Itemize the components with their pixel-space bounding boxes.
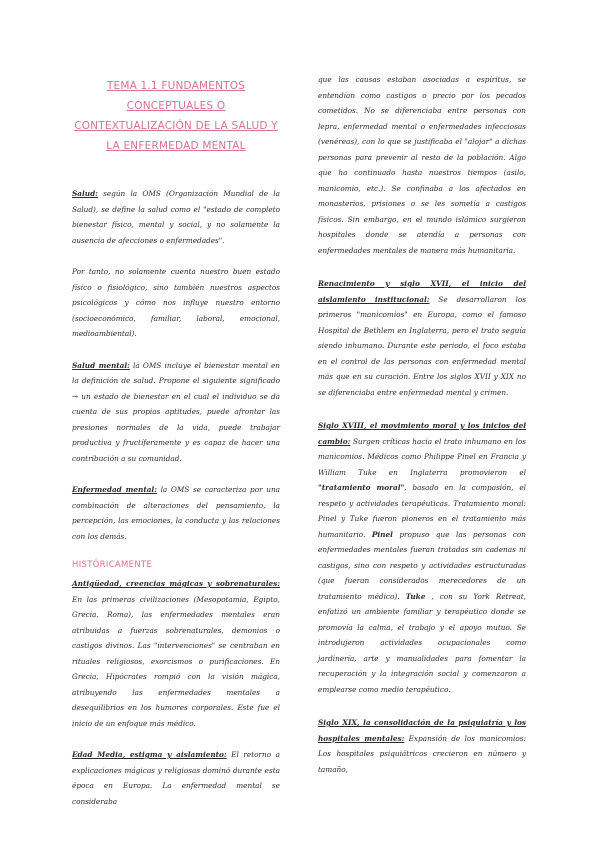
text-por-tanto: Por tanto, no solamente cuenta nuestro buen estado físico o fisiológico, sino también nuestros aspectos psicológicos y cómo nos influye nuestro entorno (socioeconómico, familiar, laboral, emocional, medioambiental).: [72, 267, 280, 338]
right-column: [318, 72, 526, 795]
paragraph-renacimiento: [318, 276, 526, 400]
text-salud-mental: la OMS incluye el bienestar mental en la definición de salud. Propone el siguiente significado → un estado de bienestar en el cual el individuo se da cuenta de sus propias aptitudes, puede afrontar las presiones normales de la vida, puede trabajar productiva y fructíferamente y es capaz de hacer una contribución a su comunidad.: [72, 360, 280, 463]
text-enfermedad-mental: la OMS se caracteriza por una combinación de alteraciones del pensamiento, la percepción, las emociones, la conducta y las relaciones con los demás.: [72, 485, 280, 541]
text-antiguedad: En las primeras civilizaciones (Mesopotamia, Egipto, Grecia, Roma), las enfermedades mentales eran atribuidas a fuerzas sobrenaturales, demonios o castigos divinos. Las "intervenciones" se centraban en rituales religiosos, exorcismos o purificaciones. En Grecia, Hipócrates rompió con la visión mágica, atribuyendo las enfermedades mentales a desequilibrios en los humores corporales. Este fue el inicio de un enfoque más médico.: [72, 594, 280, 728]
term-siglo-xix: Siglo XIX, la consolidación de la psiquiatría y los hospitales mentales:: [318, 718, 526, 743]
paragraph-salud: [72, 186, 280, 248]
term-salud: Salud:: [72, 189, 98, 198]
section-heading-historicamente: HISTÓRICAMENTE: [72, 560, 153, 570]
term-siglo-xviii: Siglo XVIII, el movimiento moral y los inicios del cambio:: [318, 421, 526, 446]
bold-tuke: Tuke: [405, 591, 426, 601]
term-enfermedad-mental: Enfermedad mental:: [72, 485, 157, 494]
paragraph-por-tanto: [72, 264, 280, 342]
bold-tratamiento-moral: "tratamiento moral": [318, 483, 405, 492]
text-edad-media: El retorno a explicaciones mágicas y religiosas dominó durante esta época en Europa. La enfermedad mental se consideraba: [72, 750, 281, 806]
paragraph-enfermedad-mental: [72, 482, 280, 544]
paragraph-edad-media-cont: [318, 72, 526, 258]
text-siglo-xviii-c: , basado en la compasión, el respeto y actividades terapéuticas. Tratamiento moral: Pinel y Tuke fueron pioneros en el tratamiento más humanitario.: [318, 483, 526, 539]
text-siglo-xix: Expansión de los manicomios: Los hospitales psiquiátricos crecieron en número y tamaño,: [318, 733, 526, 774]
bold-pinel: Pinel: [371, 529, 393, 539]
term-salud-mental: Salud mental:: [72, 360, 130, 370]
text-siglo-xviii-a: Surgen críticas hacia el trato inhumano en los manicomios. Médicos como Philippe Pinel en Francia y William Tuke en Inglaterra promovieron el: [318, 436, 526, 477]
paragraph-salud-mental: [72, 358, 280, 467]
term-renacimiento: Renacimiento y siglo XVII, el inicio del aislamiento institucional:: [318, 279, 526, 304]
text-edad-media-cont: que las causas estaban asociadas a espíritus, se entendían como castigos o precio por los pecados cometidos. No se diferenciaba entre personas con lepra, enfermedad mental o enfermedades infecciosas (venéreas), con lo que se justificaba el "alojar" a dichas personas para prevenir al resto de la población. Algo que ha continuado hasta nuestros tiempos (asilo, manicomio, etc.). Se confinaba a los afectados en monasterios, prisiones o se les sometía a castigos físicos. Sin embargo, en el mundo islámico surgieron hospitales donde se atendía a personas con enfermedades mentales de manera más humanitaria.: [318, 75, 526, 255]
paragraph-antiguedad: [72, 576, 280, 731]
text-siglo-xviii-e: propuso que las personas con enfermedades mentales fueran tratadas sin cadenas ni castigos, sino con respeto y actividades estructuradas (que fueran considerados merecedores de un tratamiento médico).: [318, 529, 526, 601]
term-antiguedad: Antigüedad, creencias mágicas y sobrenaturales:: [72, 579, 280, 588]
text-siglo-xviii-g: , con su York Retreat, enfatizó un ambiente familiar y terapéutico donde se promovía la calma, el trabajo y el apoyo mutuo. Se introdujeron actividades ocupacionales como jardinería, arte y manualidades para fomentar la recuperación y la integración social y comenzaron a emplearse como medio terapéutico.: [318, 591, 526, 694]
text-renacimiento: Se desarrollaron los primeros "manicomios" en Europa, como el famoso Hospital de Bethlem en Inglaterra, pero el trato seguía siendo inhumano. Durante este periodo, el foco estaba en el control de las personas con enfermedad mental más que en su curación. Entre los siglos XVII y XIX no se diferenciaba entre enfermedad mental y crimen.: [318, 294, 526, 397]
paragraph-edad-media: [72, 747, 280, 809]
page-title: TEMA 1.1 FUNDAMENTOS CONCEPTUALES O CONTEXTUALIZACIÓN DE LA SALUD Y LA ENFERMEDAD MENTAL: [74, 80, 278, 152]
term-edad-media: Edad Media, estigma y aislamiento:: [72, 750, 227, 759]
left-column: [72, 72, 280, 825]
text-salud: según la OMS (Organización Mundial de la Salud), se define la salud como el "estado de completo bienestar físico, mental y social, y no solamente la ausencia de afecciones o enfermedades".: [72, 189, 280, 245]
paragraph-siglo-xviii: [318, 418, 526, 697]
paragraph-siglo-xix: [318, 715, 526, 777]
